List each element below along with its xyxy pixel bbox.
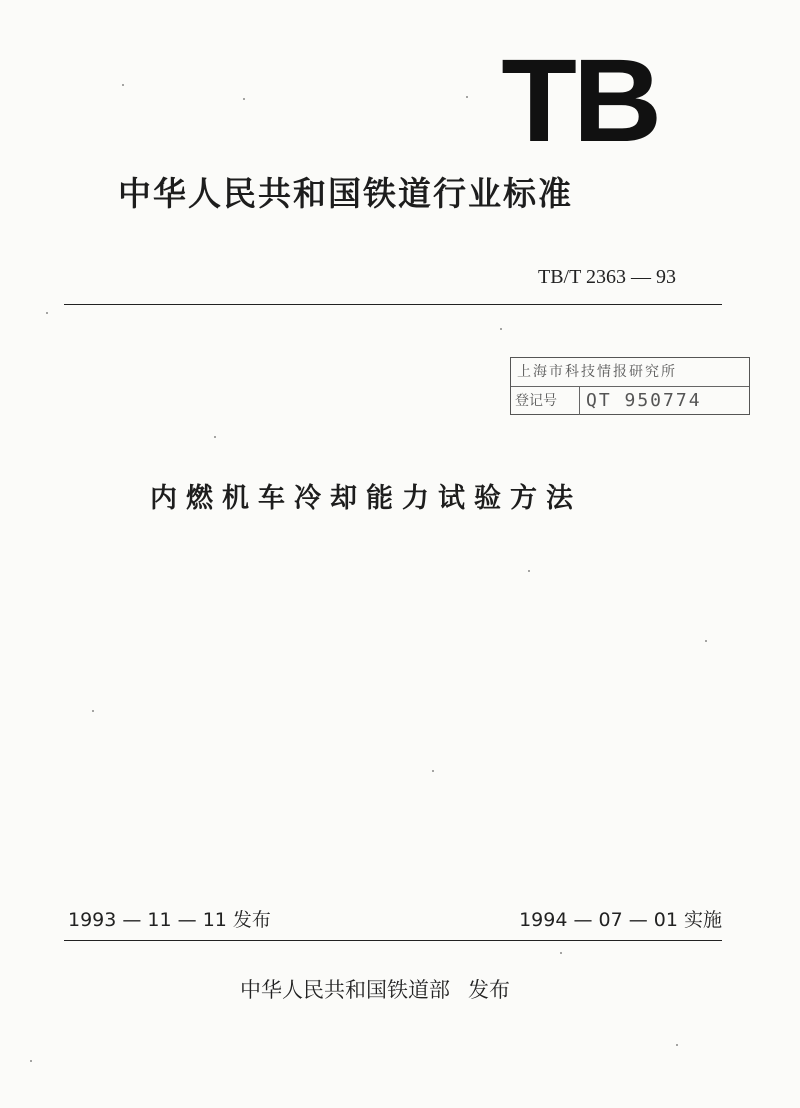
tb-logo: TB xyxy=(501,35,659,167)
scan-speck xyxy=(432,770,434,772)
scan-speck xyxy=(528,570,530,572)
industry-standard-heading: 中华人民共和国铁道行业标准 xyxy=(118,174,573,213)
issuer-name: 中华人民共和国铁道部 xyxy=(240,978,450,1002)
document-title: 内燃机车冷却能力试验方法 xyxy=(150,483,582,514)
scan-speck xyxy=(243,98,245,100)
scan-speck xyxy=(122,84,124,86)
scan-speck xyxy=(92,710,94,712)
scan-speck xyxy=(46,312,48,314)
header-divider xyxy=(64,304,722,305)
publish-date: 1993 — 11 — 11 发布 xyxy=(68,909,271,931)
footer-divider xyxy=(64,940,722,941)
stamp-label: 登记号 xyxy=(511,387,580,415)
implement-date: 1994 — 07 — 01 实施 xyxy=(519,909,722,931)
scan-speck xyxy=(466,96,468,98)
stamp-institution: 上海市科技情报研究所 xyxy=(511,358,749,387)
scan-speck xyxy=(676,1044,678,1046)
issuer-line xyxy=(240,974,510,1004)
issue-word: 发布 xyxy=(468,978,510,1002)
scan-speck xyxy=(705,640,707,642)
standard-number: TB/T 2363 — 93 xyxy=(538,266,676,288)
scan-speck xyxy=(500,328,502,330)
scan-speck xyxy=(30,1060,32,1062)
scan-speck xyxy=(214,436,216,438)
registration-stamp xyxy=(510,357,750,415)
scan-speck xyxy=(560,952,562,954)
stamp-number: QT 950774 xyxy=(586,390,702,411)
